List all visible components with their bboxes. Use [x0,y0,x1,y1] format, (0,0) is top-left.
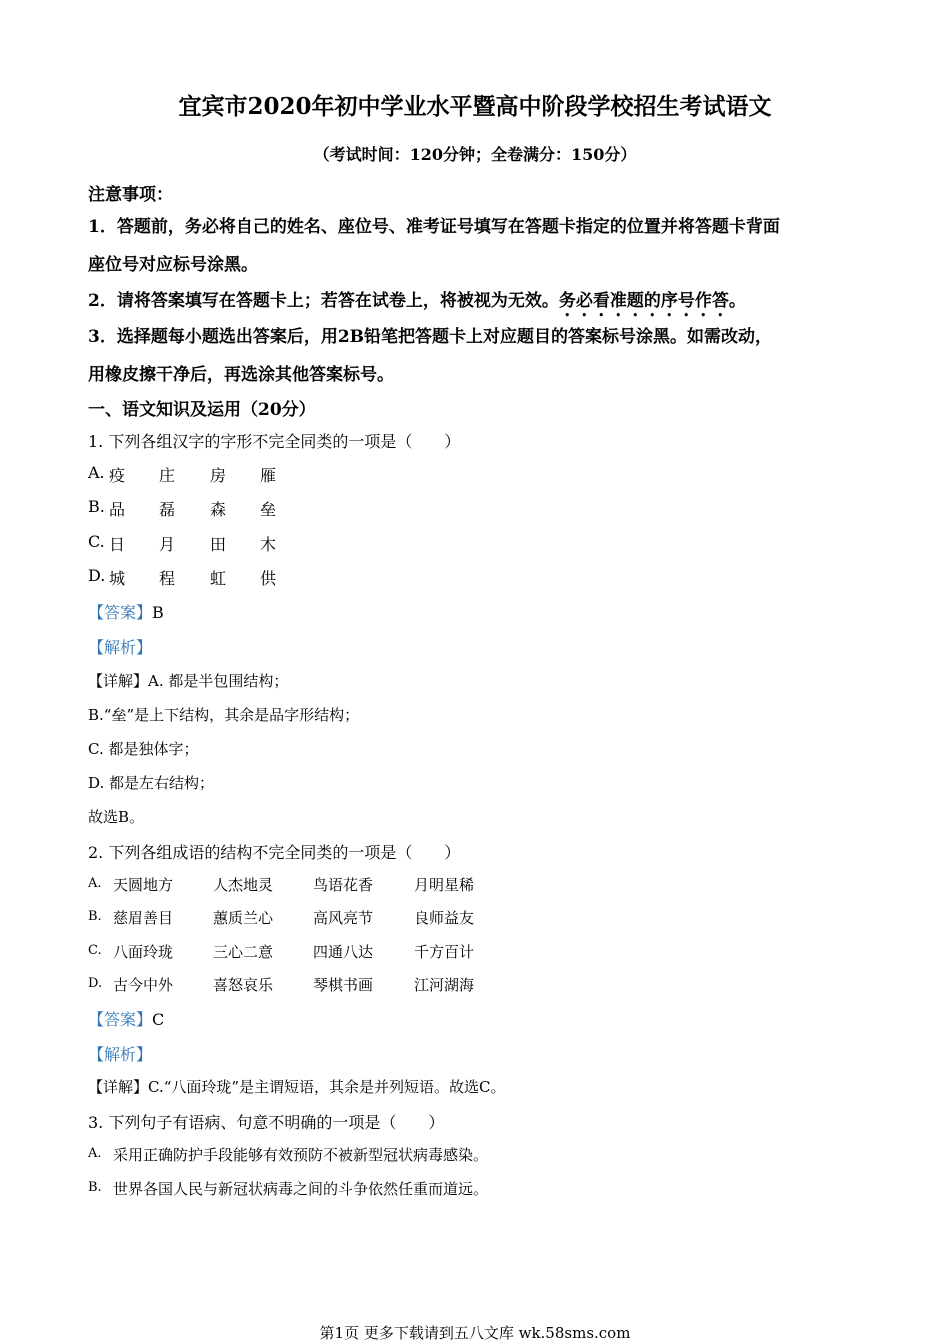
question-3-stem: 3. 下列句子有语病、句意不明确的一项是（ ） [88,1113,445,1132]
question-1-detail-line: 故选B。 [88,808,145,826]
question-1-detail-line: B.“垒”是上下结构，其余是品字形结构； [88,706,360,724]
question-2-option-c: C. 八面玲珑 三心二意 四通八达 千方百计 [88,943,475,961]
question-2-option-b: B. 慈眉善目 蕙质兰心 高风亮节 良师益友 [88,909,475,927]
notice-item-2-emphasis: 务必看准题的序号作答。 [558,291,746,311]
page-footer: 第1页 更多下载请到五八文库 wk.58sms.com [319,1324,631,1342]
question-1-option-d: D. 城 程 虹 供 [88,566,277,588]
question-1-detail-line: C. 都是独体字； [88,740,199,758]
exam-title: 宜宾市2020年初中学业水平暨高中阶段学校招生考试语文 [178,93,772,120]
notice-item-3-line-2: 用橡皮擦干净后，再选涂其他答案标号。 [88,365,394,385]
notice-item-2 [88,286,746,321]
section-heading: 一、语文知识及运用（20分） [88,400,316,420]
exam-subtitle: （考试时间：120分钟；全卷满分：150分） [313,145,637,164]
question-2-option-d: D. 古今中外 喜怒哀乐 琴棋书画 江河湖海 [88,976,475,994]
question-2-answer: 【答案】C [88,1010,165,1029]
question-2-detail: 【详解】C.“八面玲珑”是主谓短语，其余是并列短语。故选C。 [88,1078,506,1096]
notice-item-1-line-1: 1．答题前，务必将自己的姓名、座位号、准考证号填写在答题卡指定的位置并将答题卡背面 [88,217,780,237]
notice-heading: 注意事项： [88,185,173,205]
notice-item-3-line-1: 3．选择题每小题选出答案后，用2B铅笔把答题卡上对应题目的答案标号涂黑。如需改动， [88,327,773,347]
question-3-option-a: A. 采用正确防护手段能够有效预防不被新型冠状病毒感染。 [88,1146,489,1164]
notice-item-2-main: 2．请将答案填写在答题卡上；若答在试卷上，将被视为无效。 [88,291,559,311]
question-1-option-c: C. 日 月 田 木 [88,532,277,554]
question-2-answer-value: C [152,1010,165,1029]
question-3-option-b: B. 世界各国人民与新冠状病毒之间的斗争依然任重而道远。 [88,1180,489,1198]
question-1-option-b: B. 品 磊 森 垒 [88,497,277,519]
question-1-analysis-tag: 【解析】 [88,638,153,657]
question-2-option-a: A. 天圆地方 人杰地灵 鸟语花香 月明星稀 [88,876,475,894]
question-1-detail-line: 【详解】A. 都是半包围结构； [88,672,289,690]
question-2-stem: 2. 下列各组成语的结构不完全同类的一项是（ ） [88,843,461,862]
question-1-detail-line: D. 都是左右结构； [88,774,215,792]
question-1-stem: 1. 下列各组汉字的字形不完全同类的一项是（ ） [88,432,461,451]
question-1-option-a: A. 疫 庄 房 雁 [88,463,277,485]
question-1-answer: 【答案】B [88,603,164,622]
question-1-answer-value: B [152,603,164,622]
notice-item-1-line-2: 座位号对应标号涂黑。 [88,255,258,275]
question-2-analysis-tag: 【解析】 [88,1045,153,1064]
